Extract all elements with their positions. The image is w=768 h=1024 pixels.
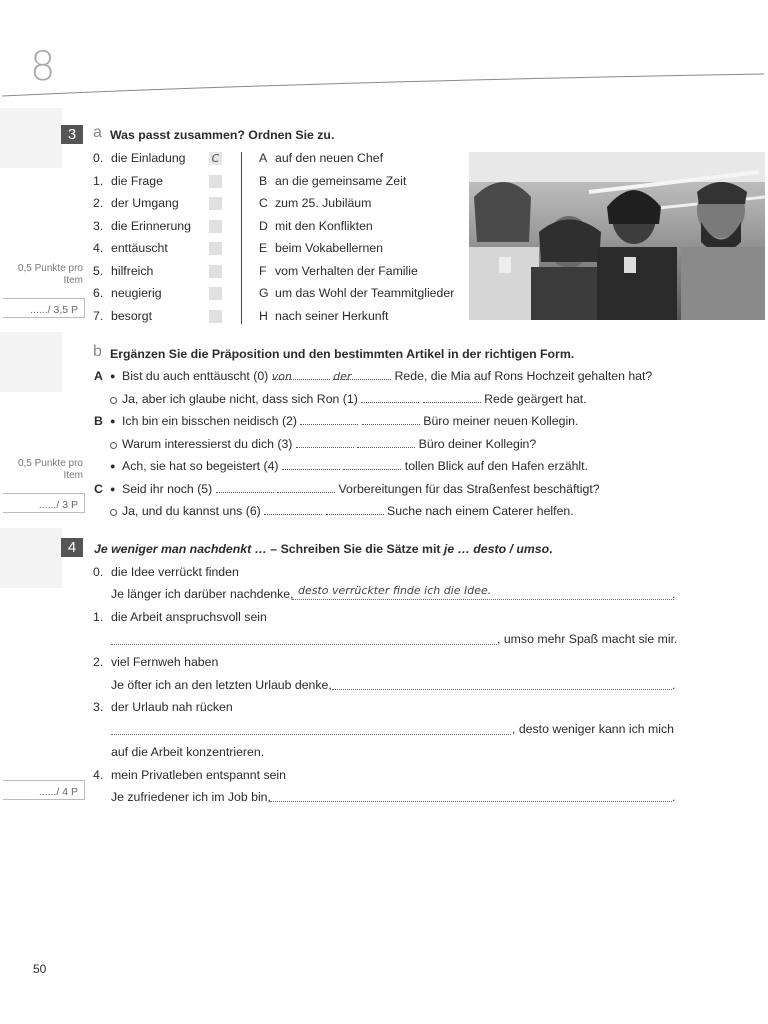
answer-line[interactable] — [111, 733, 511, 735]
answer-box[interactable] — [209, 197, 222, 210]
option-phrase: beim Vokabellernen — [275, 241, 384, 255]
chapter-number: 8 — [30, 44, 56, 90]
dialogue-line — [0, 504, 768, 524]
option-phrase: zum 25. Jubiläum — [275, 196, 372, 210]
sentence-start: Ach, sie hat so begeistert (4) — [122, 459, 279, 473]
dialogue-line — [0, 459, 768, 479]
speaker-bullet-icon: ● — [110, 461, 116, 471]
item-word: die Erinnerung — [111, 218, 191, 233]
instruction-italic: je … desto / umso — [443, 542, 550, 556]
item-number: 4. — [93, 768, 104, 782]
blank-article[interactable] — [333, 369, 391, 383]
speaker-label: A — [94, 369, 103, 383]
option-letter: G — [259, 286, 269, 300]
sentence-end: Rede, die Mia auf Rons Hochzeit gehalten hat? — [394, 369, 653, 383]
dialogue-text — [122, 459, 588, 473]
sentence-end: , umso mehr Spaß macht sie mir. — [497, 632, 678, 646]
item-number: 0. — [93, 151, 104, 165]
score-field[interactable]: ....../ 3,5 P — [3, 298, 85, 318]
answer-line[interactable] — [332, 688, 672, 690]
item-number: 3. — [93, 700, 104, 714]
score-field[interactable]: ....../ 4 P — [3, 780, 85, 800]
option-phrase: an die gemeinsame Zeit — [275, 173, 407, 188]
handwritten-answer: desto verrückter finde ich die Idee. — [298, 584, 492, 597]
sentence-end: tollen Blick auf den Hafen erzählt. — [404, 459, 588, 473]
subtask-letter: a — [93, 124, 102, 141]
margin-shade — [0, 528, 62, 588]
blank-article[interactable] — [343, 459, 401, 470]
dialogue-line — [0, 392, 768, 412]
option-letter: D — [259, 218, 268, 233]
speaker-label: C — [94, 481, 103, 496]
option-letter: C — [259, 196, 268, 210]
dialogue-text — [122, 437, 536, 451]
item-prompt: die Idee verrückt finden — [111, 565, 239, 579]
item-number: 5. — [93, 263, 104, 278]
item-word: hilfreich — [111, 263, 154, 278]
handwritten-answer: von — [271, 370, 292, 383]
header-divider — [0, 60, 768, 100]
blank-article[interactable] — [423, 392, 481, 403]
option-letter: E — [259, 241, 268, 255]
sentence-continuation: auf die Arbeit konzentrieren. — [111, 745, 265, 759]
response-circle-icon — [110, 442, 117, 449]
answer-box[interactable] — [209, 220, 222, 233]
answer-line[interactable] — [270, 800, 672, 802]
sentence-start: Ich bin ein bisschen neidisch (2) — [122, 414, 297, 428]
blank-preposition[interactable] — [264, 504, 322, 515]
item-word: die Einladung — [111, 151, 186, 165]
period: . — [672, 790, 676, 804]
answer-box[interactable]: C — [209, 152, 222, 165]
item-number: 4. — [93, 241, 104, 255]
blank-preposition[interactable] — [271, 369, 330, 383]
item-number: 1. — [93, 610, 104, 624]
option-phrase: um das Wohl der Teammitglieder — [275, 286, 455, 300]
blank-preposition[interactable] — [282, 459, 340, 470]
speaker-label: B — [94, 414, 103, 428]
instruction-text: . — [549, 542, 553, 556]
score-label: 0,5 Punkte pro Item — [17, 458, 83, 481]
response-circle-icon — [110, 509, 117, 516]
speaker-bullet-icon: ● — [110, 371, 116, 381]
item-word: der Umgang — [111, 196, 179, 210]
speaker-bullet-icon: ● — [110, 416, 116, 426]
option-phrase: auf den neuen Chef — [275, 151, 384, 165]
item-word: die Frage — [111, 173, 163, 188]
period: . — [672, 587, 676, 601]
dialogue-line — [0, 437, 768, 457]
option-letter: F — [259, 263, 267, 278]
blank-preposition[interactable] — [361, 392, 419, 403]
dialogue-text — [122, 392, 587, 406]
option-letter: A — [259, 151, 268, 165]
option-letter: B — [259, 173, 268, 188]
photo-friends-laughing — [469, 152, 765, 320]
exercise-number: 4 — [61, 538, 83, 557]
item-prompt: die Arbeit anspruchsvoll sein — [111, 610, 267, 624]
item-word: enttäuscht — [111, 241, 168, 255]
answer-box[interactable] — [209, 265, 222, 278]
handwritten-answer: der — [333, 370, 352, 383]
blank-article[interactable] — [357, 437, 415, 448]
blank-preposition[interactable] — [296, 437, 354, 448]
item-prompt: mein Privatleben entspannt sein — [111, 768, 286, 782]
blank-preposition[interactable] — [216, 482, 274, 493]
sentence-end: Vorbereitungen für das Straßenfest beschäftigt? — [338, 481, 600, 496]
answer-box[interactable] — [209, 310, 222, 323]
item-number: 2. — [93, 196, 104, 210]
sentence-start: Ja, aber ich glaube nicht, dass sich Ron (1) — [122, 391, 358, 406]
subtask-letter: b — [93, 343, 102, 360]
item-prompt: viel Fernweh haben — [111, 655, 219, 669]
response-circle-icon — [110, 397, 117, 404]
item-number: 1. — [93, 173, 104, 188]
dialogue-text — [122, 369, 652, 383]
item-number: 6. — [93, 286, 104, 300]
option-phrase: mit den Konflikten — [275, 218, 373, 233]
item-number: 7. — [93, 308, 104, 323]
dialogue-text — [122, 482, 600, 496]
period: . — [672, 678, 676, 692]
dialogue-text — [122, 504, 574, 518]
instruction: Was passt zusammen? Ordnen Sie zu. — [110, 128, 335, 142]
item-number: 2. — [93, 655, 104, 669]
sentence-start: Je zufriedener ich im Job bin, — [111, 790, 271, 804]
sentence-end: Rede geärgert hat. — [484, 391, 587, 406]
sentence-end: Suche nach einem Caterer helfen. — [387, 504, 574, 518]
answer-line[interactable] — [292, 598, 674, 600]
dialogue-line — [0, 482, 768, 502]
speaker-bullet-icon: ● — [110, 483, 116, 494]
column-divider — [241, 152, 242, 324]
item-number: 0. — [93, 565, 104, 579]
answer-box[interactable] — [209, 175, 222, 188]
sentence-start: Bist du auch enttäuscht (0) — [122, 369, 269, 383]
instruction — [94, 542, 553, 556]
item-number: 3. — [93, 218, 104, 233]
item-word: neugierig — [111, 286, 162, 300]
dialogue-text — [122, 414, 578, 428]
dialogue-line — [0, 369, 768, 389]
sentence-start: Warum interessierst du dich (3) — [122, 436, 293, 451]
instruction-text: – Schreiben Sie die Sätze mit — [266, 542, 444, 556]
blank-article[interactable] — [277, 482, 335, 493]
answer-line[interactable] — [111, 643, 497, 645]
score-label: 0,5 Punkte pro Item — [17, 263, 83, 286]
instruction: Ergänzen Sie die Präposition und den bestimmten Artikel in der richtigen Form. — [110, 347, 575, 361]
exercise-number: 3 — [61, 125, 83, 144]
sentence-start: Seid ihr noch (5) — [122, 481, 213, 496]
score-field[interactable]: ....../ 3 P — [3, 493, 85, 513]
option-letter: H — [259, 308, 268, 323]
item-word: besorgt — [111, 308, 153, 323]
sentence-end: Büro meiner neuen Kollegin. — [423, 414, 579, 428]
blank-article[interactable] — [326, 504, 384, 515]
sentence-end: Büro deiner Kollegin? — [418, 436, 537, 451]
page-number: 50 — [33, 962, 47, 976]
blank-preposition[interactable] — [300, 414, 358, 425]
sentence-start: Je länger ich darüber nachdenke, — [111, 587, 294, 601]
dialogue-line — [0, 414, 768, 434]
sentence-start: Ja, und du kannst uns (6) — [122, 504, 261, 518]
answer-box[interactable] — [209, 287, 222, 300]
option-phrase: vom Verhalten der Familie — [275, 263, 418, 278]
sentence-start: Je öfter ich an den letzten Urlaub denke, — [111, 678, 332, 692]
blank-article[interactable] — [362, 414, 420, 425]
answer-box[interactable] — [209, 242, 222, 255]
option-phrase: nach seiner Herkunft — [275, 308, 389, 323]
instruction-italic: Je weniger man nachdenkt … — [94, 542, 267, 556]
sentence-end: , desto weniger kann ich mich — [512, 722, 674, 736]
item-prompt: der Urlaub nah rücken — [111, 700, 233, 714]
